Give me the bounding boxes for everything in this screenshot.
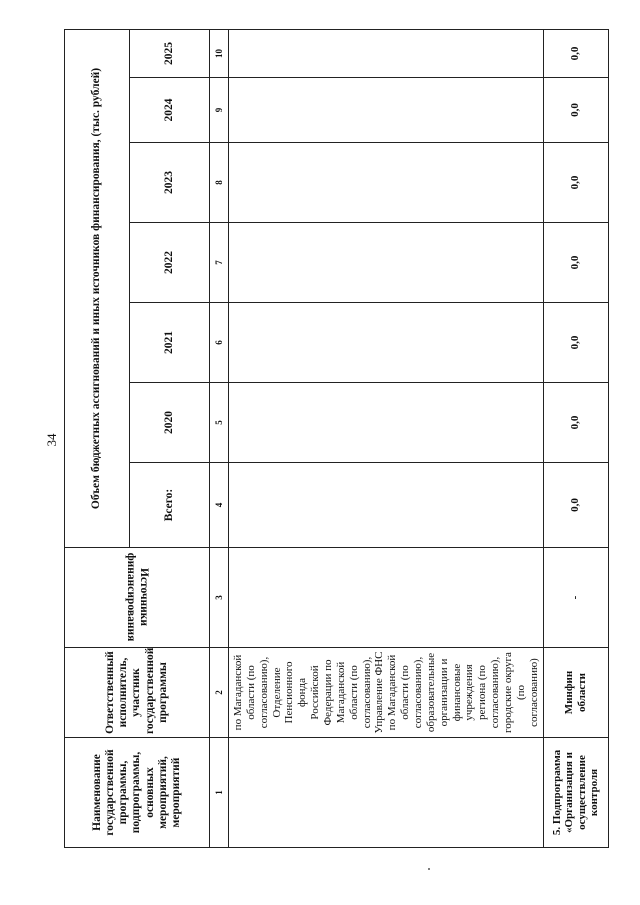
col-number: 10 bbox=[210, 29, 229, 77]
header-source bbox=[65, 548, 210, 648]
row-name: 5. Подпрограмма «Организация и осуществление контроля bbox=[543, 738, 608, 848]
rotated-table-wrapper bbox=[64, 30, 609, 848]
header-source-text: Источники финансирования bbox=[125, 553, 151, 642]
header-year-2022: 2022 bbox=[130, 223, 210, 303]
page-number: 34 bbox=[44, 433, 59, 447]
row-value-2022: 0,0 bbox=[543, 223, 608, 303]
col-number: 8 bbox=[210, 143, 229, 223]
header-volume: Объем бюджетных ассигнований и иных источников финансирования, (тыс. рублей) bbox=[65, 29, 130, 547]
col-number: 2 bbox=[210, 648, 229, 738]
row-value-2020: 0,0 bbox=[543, 383, 608, 463]
row-value-total: 0,0 bbox=[543, 463, 608, 548]
row-value-2025: 0,0 bbox=[543, 29, 608, 77]
row-value-2021: 0,0 bbox=[543, 303, 608, 383]
row-value-2024: 0,0 bbox=[543, 78, 608, 143]
col-number: 1 bbox=[210, 738, 229, 848]
header-year-2023: 2023 bbox=[130, 143, 210, 223]
continuation-name-cell bbox=[229, 738, 544, 848]
budget-table-frame bbox=[64, 30, 609, 848]
budget-table bbox=[64, 29, 609, 848]
header-year-2025: 2025 bbox=[130, 29, 210, 77]
header-year-2020: 2020 bbox=[130, 383, 210, 463]
row-value-2023: 0,0 bbox=[543, 143, 608, 223]
header-year-2024: 2024 bbox=[130, 78, 210, 143]
header-year-total: Всего: bbox=[130, 463, 210, 548]
continuation-executor-text: по Магаданской области (по согласованию), Отделение Пенсионного фонда Российской Федерации по Магаданской области (по согласованию), Управление ФНС по Магаданской области (по согласованию), образовательные организации и финансовые учреждения региона (по согласованию), городские округа (по согласованию) bbox=[229, 648, 544, 738]
scan-dot bbox=[428, 868, 430, 870]
table-row bbox=[543, 29, 608, 847]
row-executor: Минфин области bbox=[543, 648, 608, 738]
continuation-row bbox=[229, 29, 544, 847]
col-number: 3 bbox=[210, 548, 229, 648]
col-number: 6 bbox=[210, 303, 229, 383]
row-source: - bbox=[543, 548, 608, 648]
column-number-row bbox=[210, 29, 229, 847]
col-number: 7 bbox=[210, 223, 229, 303]
header-name: Наименование государственной программы, подпрограммы, основных мероприятий, мероприятий bbox=[65, 738, 210, 848]
col-number: 9 bbox=[210, 78, 229, 143]
col-number: 4 bbox=[210, 463, 229, 548]
col-number: 5 bbox=[210, 383, 229, 463]
header-executor: Ответственный исполнитель, участник государственной программы bbox=[65, 648, 210, 738]
header-year-2021: 2021 bbox=[130, 303, 210, 383]
